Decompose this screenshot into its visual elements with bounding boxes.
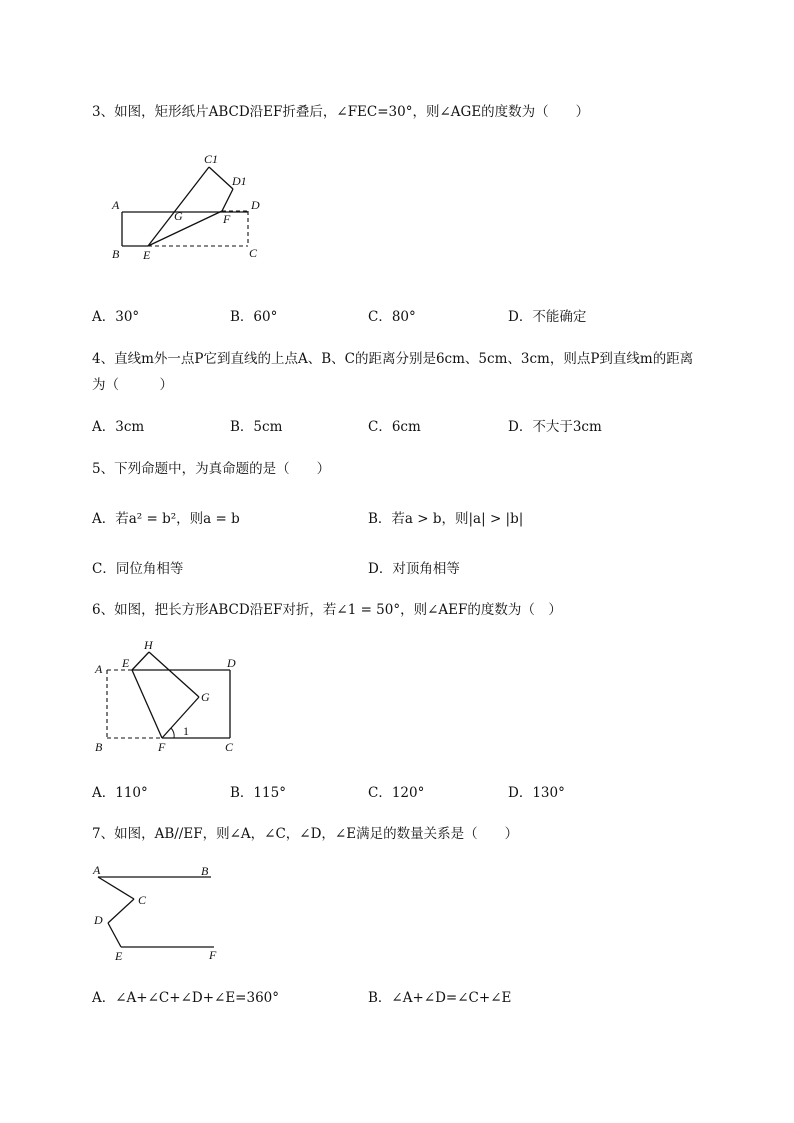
q6-option-b: B．115° [230,785,286,801]
q4-option-c: C．6cm [368,419,421,435]
q6-option-a: A．110° [92,785,148,801]
q3-label-d: D [251,198,260,212]
q3-label-e: E [143,248,151,262]
q6-label-h: H [144,638,153,652]
q3-option-d: D．不能确定 [508,309,587,325]
q3-figure [100,145,280,265]
q7-label-c: C [138,893,147,907]
q5-option-a: A．若a² = b²，则a = b [92,511,240,527]
q4-option-b: B．5cm [230,419,283,435]
q5-option-b: B．若a > b，则|a| > |b| [368,511,524,527]
q3-label-g: G [174,209,183,223]
q3-option-a: A．30° [92,309,140,325]
q4-stem-line2: 为（ ） [92,377,173,393]
q7-label-a: A [93,863,101,877]
q4-option-a: A．3cm [92,419,145,435]
q3-label-a: A [112,198,120,212]
q7-figure [90,860,230,965]
q7-option-b: B．∠A+∠D=∠C+∠E [368,990,512,1006]
q3-stem: 3、如图，矩形纸片ABCD沿EF折叠后，∠FEC=30°，则∠AGE的度数为（ ） [92,104,590,120]
q7-label-b: B [201,864,209,878]
q7-label-d: D [94,913,103,927]
q6-option-c: C．120° [368,785,425,801]
q6-label-e: E [122,656,130,670]
q6-label-f: F [158,740,166,754]
q3-label-f: F [223,212,231,226]
q6-label-angle-1: 1 [183,724,189,738]
q6-figure [92,635,252,760]
q5-option-c: C．同位角相等 [92,561,184,577]
q3-option-c: C．80° [368,309,416,325]
q6-label-g: G [201,690,210,704]
q7-label-e: E [115,949,123,963]
q3-label-c1: C1 [204,152,219,166]
q6-option-d: D．130° [508,785,565,801]
q6-stem: 6、如图，把长方形ABCD沿EF对折，若∠1 = 50°，则∠AEF的度数为（ ） [92,602,562,618]
q3-label-c: C [249,246,258,260]
q3-option-b: B．60° [230,309,278,325]
q6-label-b: B [95,740,103,754]
q7-option-a: A．∠A+∠C+∠D+∠E=360° [92,990,280,1006]
q7-label-f: F [209,948,217,962]
q3-label-b: B [112,247,120,261]
q3-label-d1: D1 [232,174,247,188]
q6-label-d: D [227,656,236,670]
q6-label-a: A [95,662,103,676]
q6-label-c: C [225,740,234,754]
q5-stem: 5、下列命题中，为真命题的是（ ） [92,461,331,477]
q4-option-d: D．不大于3cm [508,419,602,435]
q7-stem: 7、如图，AB//EF，则∠A，∠C，∠D，∠E满足的数量关系是（ ） [92,826,519,842]
q4-stem-line1: 4、直线m外一点P它到直线的上点A、B、C的距离分别是6cm、5cm、3cm，则点P到直线m的距离 [92,351,694,367]
q5-option-d: D．对顶角相等 [368,561,460,577]
